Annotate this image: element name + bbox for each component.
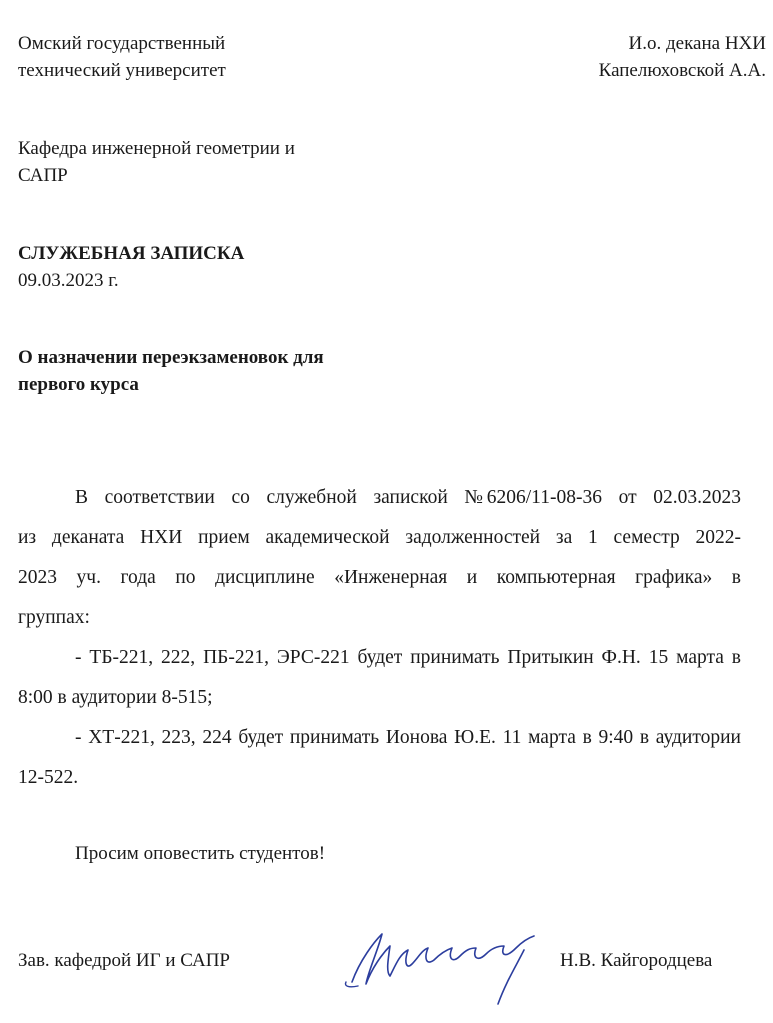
- document-body: [18, 478, 741, 798]
- addressee-line-1: И.о. декана НХИ: [628, 33, 766, 54]
- signatory-role: Зав. кафедрой ИГ и САПР: [18, 950, 230, 971]
- document-heading: [18, 240, 244, 294]
- document-subject: [18, 344, 324, 398]
- subject-line-2: первого курса: [18, 374, 139, 395]
- body-paragraph-3: - ХТ-221, 223, 224 будет принимать Ионова Ю.Е. 11 марта в 9:40 в аудитории 12-522.: [18, 727, 741, 788]
- sender-organization: [18, 30, 226, 84]
- body-paragraph-1: В соответствии со служебной запиской №6206/11-08-36 от 02.03.2023 из деканата НХИ прием академической задолженностей за 1 семестр 2022-2023 уч. года по дисциплине «Инженерная и компьютерная графика» в группах:: [18, 487, 741, 628]
- signature-stroke: [498, 950, 524, 1004]
- addressee-line-2: Капелюховской А.А.: [598, 60, 766, 81]
- department-line-1: Кафедра инженерной геометрии и: [18, 138, 295, 159]
- addressee: [599, 30, 766, 84]
- body-paragraph-2: - ТБ-221, 222, ПБ-221, ЭРС-221 будет принимать Притыкин Ф.Н. 15 марта в 8:00 в аудитории 8-515;: [18, 647, 741, 708]
- signature-stroke: [352, 934, 534, 984]
- subject-line-1: О назначении переэкзаменовок для: [18, 347, 324, 368]
- department: [18, 135, 295, 189]
- document-type: СЛУЖЕБНАЯ ЗАПИСКА: [18, 243, 245, 264]
- org-line-1: Омский государственный: [18, 33, 226, 54]
- closing-request: Просим оповестить студентов!: [75, 843, 326, 864]
- document-date: 09.03.2023 г.: [18, 270, 119, 291]
- handwritten-signature: [338, 920, 538, 1010]
- signatory-name: Н.В. Кайгородцева: [560, 950, 713, 971]
- org-line-2: технический университет: [18, 60, 226, 81]
- department-line-2: САПР: [18, 165, 68, 186]
